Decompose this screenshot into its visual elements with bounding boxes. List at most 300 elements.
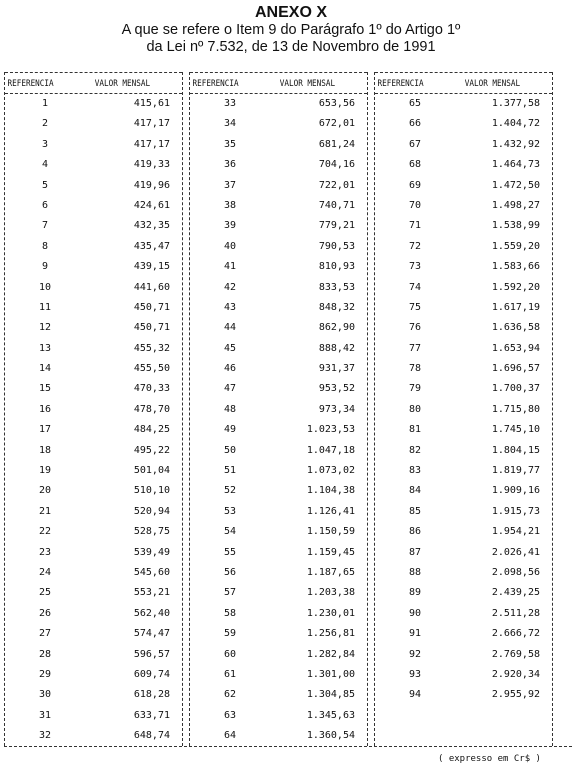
valor-mensal-cell: 1.700,37 bbox=[491, 383, 540, 395]
valor-mensal-cell: 574,47 bbox=[133, 628, 170, 640]
table-body bbox=[5, 94, 182, 747]
referencia-cell: 55 bbox=[223, 546, 237, 558]
valor-mensal-cell: 1.404,72 bbox=[491, 118, 540, 130]
valor-mensal-cell: 1.023,53 bbox=[306, 424, 355, 436]
valor-mensal-cell: 1.432,92 bbox=[491, 138, 540, 150]
valor-mensal-cell: 419,33 bbox=[133, 159, 170, 171]
table-row bbox=[190, 196, 367, 216]
table-row bbox=[375, 176, 552, 196]
valor-mensal-cell: 1.282,84 bbox=[306, 648, 355, 660]
valor-mensal-cell: 722,01 bbox=[318, 179, 355, 191]
referencia-cell: 39 bbox=[223, 220, 237, 232]
referencia-cell: 93 bbox=[408, 668, 422, 680]
referencia-cell: 56 bbox=[223, 566, 237, 578]
table-row bbox=[375, 237, 552, 257]
valor-mensal-cell: 1.745,10 bbox=[491, 424, 540, 436]
referencia-cell: 11 bbox=[38, 301, 52, 313]
valor-mensal-cell: 2.666,72 bbox=[491, 628, 540, 640]
referencia-cell: 47 bbox=[223, 383, 237, 395]
table-row bbox=[5, 441, 182, 461]
salary-table-3 bbox=[374, 72, 553, 746]
column-header-referencia: REFERENCIA bbox=[7, 79, 54, 89]
referencia-cell: 80 bbox=[408, 403, 422, 415]
table-row bbox=[375, 339, 552, 359]
table-row bbox=[375, 502, 552, 522]
valor-mensal-cell: 1.073,02 bbox=[306, 465, 355, 477]
referencia-cell: 33 bbox=[223, 98, 237, 109]
valor-mensal-cell: 470,33 bbox=[133, 383, 170, 395]
table-row bbox=[190, 420, 367, 440]
valor-mensal-cell: 1.538,99 bbox=[491, 220, 540, 232]
valor-mensal-cell: 1.472,50 bbox=[491, 179, 540, 191]
valor-mensal-cell: 848,32 bbox=[318, 301, 355, 313]
referencia-cell: 48 bbox=[223, 403, 237, 415]
table-row bbox=[375, 400, 552, 420]
valor-mensal-cell: 424,61 bbox=[133, 199, 170, 211]
table-row bbox=[190, 706, 367, 726]
referencia-cell: 15 bbox=[38, 383, 52, 395]
valor-mensal-cell: 779,21 bbox=[318, 220, 355, 232]
referencia-cell: 50 bbox=[223, 444, 237, 456]
valor-mensal-cell: 1.301,00 bbox=[306, 668, 355, 680]
table-row bbox=[5, 359, 182, 379]
table-row bbox=[375, 461, 552, 481]
valor-mensal-cell: 810,93 bbox=[318, 261, 355, 273]
table-row bbox=[190, 522, 367, 542]
referencia-cell: 89 bbox=[408, 587, 422, 599]
table-row bbox=[5, 94, 182, 114]
referencia-cell: 7 bbox=[41, 220, 49, 232]
referencia-cell: 68 bbox=[408, 159, 422, 171]
table-row bbox=[5, 461, 182, 481]
valor-mensal-cell: 790,53 bbox=[318, 240, 355, 252]
referencia-cell: 92 bbox=[408, 648, 422, 660]
referencia-cell: 49 bbox=[223, 424, 237, 436]
referencia-cell: 25 bbox=[38, 587, 52, 599]
valor-mensal-cell: 415,61 bbox=[133, 98, 170, 109]
valor-mensal-cell: 931,37 bbox=[318, 363, 355, 375]
table-row bbox=[5, 114, 182, 134]
table-row bbox=[190, 379, 367, 399]
valor-mensal-cell: 1.360,54 bbox=[306, 730, 355, 742]
referencia-cell: 12 bbox=[38, 322, 52, 334]
table-row bbox=[190, 604, 367, 624]
table-row bbox=[375, 685, 552, 705]
valor-mensal-cell: 1.617,19 bbox=[491, 301, 540, 313]
valor-mensal-cell: 528,75 bbox=[133, 526, 170, 538]
referencia-cell: 10 bbox=[38, 281, 52, 293]
referencia-cell: 76 bbox=[408, 322, 422, 334]
referencia-cell: 26 bbox=[38, 607, 52, 619]
valor-mensal-cell: 1.304,85 bbox=[306, 689, 355, 701]
table-row bbox=[190, 298, 367, 318]
table-row bbox=[375, 318, 552, 338]
header-line-2: da Lei nº 7.532, de 13 de Novembro de 1991 bbox=[146, 39, 436, 55]
referencia-cell: 27 bbox=[38, 628, 52, 640]
table-row bbox=[190, 685, 367, 705]
referencia-cell: 42 bbox=[223, 281, 237, 293]
referencia-cell: 87 bbox=[408, 546, 422, 558]
valor-mensal-cell: 1.954,21 bbox=[491, 526, 540, 538]
table-row bbox=[375, 379, 552, 399]
table-body bbox=[190, 94, 367, 747]
table-row bbox=[375, 645, 552, 665]
table-row bbox=[375, 94, 552, 114]
referencia-cell: 63 bbox=[223, 709, 237, 721]
table-header bbox=[190, 72, 367, 94]
table-row bbox=[5, 216, 182, 236]
valor-mensal-cell: 419,96 bbox=[133, 179, 170, 191]
valor-mensal-cell: 618,28 bbox=[133, 689, 170, 701]
valor-mensal-cell: 562,40 bbox=[133, 607, 170, 619]
column-header-referencia: REFERENCIA bbox=[192, 79, 239, 89]
referencia-cell: 41 bbox=[223, 261, 237, 273]
referencia-cell: 85 bbox=[408, 505, 422, 517]
table-row bbox=[190, 665, 367, 685]
referencia-cell: 37 bbox=[223, 179, 237, 191]
referencia-cell: 13 bbox=[38, 342, 52, 354]
valor-mensal-cell: 1.126,41 bbox=[306, 505, 355, 517]
table-row bbox=[375, 543, 552, 563]
table-row bbox=[190, 359, 367, 379]
referencia-cell: 34 bbox=[223, 118, 237, 130]
table-row bbox=[190, 461, 367, 481]
table-row bbox=[375, 420, 552, 440]
referencia-cell: 22 bbox=[38, 526, 52, 538]
table-row bbox=[5, 604, 182, 624]
valor-mensal-cell: 1.592,20 bbox=[491, 281, 540, 293]
valor-mensal-cell: 510,10 bbox=[133, 485, 170, 497]
valor-mensal-cell: 539,49 bbox=[133, 546, 170, 558]
referencia-cell: 2 bbox=[41, 118, 49, 130]
referencia-cell: 14 bbox=[38, 363, 52, 375]
table-row bbox=[375, 441, 552, 461]
table-row bbox=[5, 502, 182, 522]
table-row bbox=[190, 257, 367, 277]
valor-mensal-cell: 740,71 bbox=[318, 199, 355, 211]
referencia-cell: 60 bbox=[223, 648, 237, 660]
valor-mensal-cell: 1.187,65 bbox=[306, 566, 355, 578]
table-row bbox=[5, 706, 182, 726]
valor-mensal-cell: 2.511,28 bbox=[491, 607, 540, 619]
valor-mensal-cell: 450,71 bbox=[133, 322, 170, 334]
referencia-cell: 59 bbox=[223, 628, 237, 640]
table-row bbox=[375, 583, 552, 603]
referencia-cell: 62 bbox=[223, 689, 237, 701]
valor-mensal-cell: 648,74 bbox=[133, 730, 170, 742]
referencia-cell: 1 bbox=[41, 98, 49, 109]
table-row bbox=[190, 441, 367, 461]
referencia-cell: 74 bbox=[408, 281, 422, 293]
referencia-cell: 38 bbox=[223, 199, 237, 211]
table-row bbox=[5, 583, 182, 603]
table-row bbox=[5, 420, 182, 440]
table-row bbox=[375, 563, 552, 583]
table-row bbox=[5, 645, 182, 665]
valor-mensal-cell: 495,22 bbox=[133, 444, 170, 456]
referencia-cell: 88 bbox=[408, 566, 422, 578]
referencia-cell: 57 bbox=[223, 587, 237, 599]
table-row bbox=[375, 298, 552, 318]
table-row bbox=[190, 278, 367, 298]
table-row bbox=[5, 400, 182, 420]
salary-table-2 bbox=[189, 72, 368, 746]
table-row bbox=[5, 135, 182, 155]
valor-mensal-cell: 1.819,77 bbox=[491, 465, 540, 477]
table-row bbox=[5, 257, 182, 277]
table-row bbox=[190, 400, 367, 420]
valor-mensal-cell: 432,35 bbox=[133, 220, 170, 232]
referencia-cell: 52 bbox=[223, 485, 237, 497]
table-row bbox=[375, 196, 552, 216]
bottom-divider bbox=[4, 746, 572, 747]
valor-mensal-cell: 2.769,58 bbox=[491, 648, 540, 660]
valor-mensal-cell: 833,53 bbox=[318, 281, 355, 293]
table-row bbox=[5, 196, 182, 216]
table-row bbox=[375, 359, 552, 379]
valor-mensal-cell: 417,17 bbox=[133, 118, 170, 130]
annex-title: ANEXO X bbox=[254, 4, 327, 21]
referencia-cell: 4 bbox=[41, 159, 49, 171]
table-row bbox=[5, 543, 182, 563]
table-row bbox=[375, 624, 552, 644]
referencia-cell: 66 bbox=[408, 118, 422, 130]
table-header bbox=[375, 72, 552, 94]
valor-mensal-cell: 1.909,16 bbox=[491, 485, 540, 497]
referencia-cell: 90 bbox=[408, 607, 422, 619]
column-header-valor: VALOR MENSAL bbox=[279, 79, 336, 89]
valor-mensal-cell: 973,34 bbox=[318, 403, 355, 415]
valor-mensal-cell: 1.256,81 bbox=[306, 628, 355, 640]
referencia-cell: 78 bbox=[408, 363, 422, 375]
referencia-cell: 40 bbox=[223, 240, 237, 252]
table-row bbox=[375, 114, 552, 134]
referencia-cell: 44 bbox=[223, 322, 237, 334]
referencia-cell: 29 bbox=[38, 668, 52, 680]
referencia-cell: 17 bbox=[38, 424, 52, 436]
valor-mensal-cell: 653,56 bbox=[318, 98, 355, 109]
referencia-cell: 20 bbox=[38, 485, 52, 497]
table-row bbox=[375, 665, 552, 685]
referencia-cell: 72 bbox=[408, 240, 422, 252]
table-row bbox=[190, 645, 367, 665]
referencia-cell: 65 bbox=[408, 98, 422, 109]
valor-mensal-cell: 1.345,63 bbox=[306, 709, 355, 721]
valor-mensal-cell: 520,94 bbox=[133, 505, 170, 517]
table-row bbox=[5, 278, 182, 298]
referencia-cell: 16 bbox=[38, 403, 52, 415]
valor-mensal-cell: 435,47 bbox=[133, 240, 170, 252]
table-row bbox=[190, 94, 367, 114]
valor-mensal-cell: 484,25 bbox=[133, 424, 170, 436]
valor-mensal-cell: 1.636,58 bbox=[491, 322, 540, 334]
valor-mensal-cell: 2.920,34 bbox=[491, 668, 540, 680]
valor-mensal-cell: 1.583,66 bbox=[491, 261, 540, 273]
valor-mensal-cell: 2.026,41 bbox=[491, 546, 540, 558]
column-header-valor: VALOR MENSAL bbox=[94, 79, 151, 89]
referencia-cell: 19 bbox=[38, 465, 52, 477]
column-header-valor: VALOR MENSAL bbox=[464, 79, 521, 89]
referencia-cell: 61 bbox=[223, 668, 237, 680]
referencia-cell: 51 bbox=[223, 465, 237, 477]
referencia-cell: 32 bbox=[38, 730, 52, 742]
valor-mensal-cell: 596,57 bbox=[133, 648, 170, 660]
valor-mensal-cell: 2.098,56 bbox=[491, 566, 540, 578]
table-row bbox=[190, 726, 367, 746]
table-row bbox=[5, 176, 182, 196]
valor-mensal-cell: 2.439,25 bbox=[491, 587, 540, 599]
valor-mensal-cell: 672,01 bbox=[318, 118, 355, 130]
valor-mensal-cell: 478,70 bbox=[133, 403, 170, 415]
referencia-cell: 69 bbox=[408, 179, 422, 191]
table-row bbox=[5, 726, 182, 746]
table-row bbox=[5, 563, 182, 583]
table-row bbox=[5, 624, 182, 644]
referencia-cell: 81 bbox=[408, 424, 422, 436]
referencia-cell: 71 bbox=[408, 220, 422, 232]
table-row bbox=[375, 257, 552, 277]
referencia-cell: 54 bbox=[223, 526, 237, 538]
table-row bbox=[5, 298, 182, 318]
table-row bbox=[190, 583, 367, 603]
referencia-cell: 9 bbox=[41, 261, 49, 273]
document-header bbox=[0, 4, 582, 56]
table-header bbox=[5, 72, 182, 94]
valor-mensal-cell: 501,04 bbox=[133, 465, 170, 477]
valor-mensal-cell: 609,74 bbox=[133, 668, 170, 680]
valor-mensal-cell: 1.804,15 bbox=[491, 444, 540, 456]
referencia-cell: 67 bbox=[408, 138, 422, 150]
referencia-cell: 64 bbox=[223, 730, 237, 742]
referencia-cell: 94 bbox=[408, 689, 422, 701]
referencia-cell: 70 bbox=[408, 199, 422, 211]
referencia-cell: 73 bbox=[408, 261, 422, 273]
valor-mensal-cell: 1.230,01 bbox=[306, 607, 355, 619]
referencia-cell: 86 bbox=[408, 526, 422, 538]
table-row bbox=[5, 155, 182, 175]
table-row bbox=[375, 155, 552, 175]
valor-mensal-cell: 1.159,45 bbox=[306, 546, 355, 558]
table-row bbox=[375, 278, 552, 298]
valor-mensal-cell: 1.715,80 bbox=[491, 403, 540, 415]
table-row bbox=[375, 604, 552, 624]
referencia-cell: 84 bbox=[408, 485, 422, 497]
table-body bbox=[375, 94, 552, 706]
referencia-cell: 58 bbox=[223, 607, 237, 619]
table-row bbox=[190, 339, 367, 359]
valor-mensal-cell: 553,21 bbox=[133, 587, 170, 599]
header-line-1: A que se refere o Item 9 do Parágrafo 1º do Artigo 1º bbox=[121, 22, 461, 38]
table-row bbox=[375, 135, 552, 155]
table-row bbox=[190, 563, 367, 583]
table-row bbox=[190, 155, 367, 175]
table-row bbox=[190, 318, 367, 338]
referencia-cell: 82 bbox=[408, 444, 422, 456]
valor-mensal-cell: 417,17 bbox=[133, 138, 170, 150]
valor-mensal-cell: 1.047,18 bbox=[306, 444, 355, 456]
table-row bbox=[190, 481, 367, 501]
valor-mensal-cell: 1.104,38 bbox=[306, 485, 355, 497]
referencia-cell: 3 bbox=[41, 138, 49, 150]
table-row bbox=[190, 216, 367, 236]
table-row bbox=[5, 237, 182, 257]
table-row bbox=[5, 665, 182, 685]
valor-mensal-cell: 681,24 bbox=[318, 138, 355, 150]
referencia-cell: 53 bbox=[223, 505, 237, 517]
referencia-cell: 83 bbox=[408, 465, 422, 477]
table-row bbox=[190, 237, 367, 257]
table-row bbox=[190, 176, 367, 196]
referencia-cell: 5 bbox=[41, 179, 49, 191]
referencia-cell: 75 bbox=[408, 301, 422, 313]
valor-mensal-cell: 439,15 bbox=[133, 261, 170, 273]
valor-mensal-cell: 1.377,58 bbox=[491, 98, 540, 109]
referencia-cell: 36 bbox=[223, 159, 237, 171]
referencia-cell: 91 bbox=[408, 628, 422, 640]
referencia-cell: 21 bbox=[38, 505, 52, 517]
referencia-cell: 23 bbox=[38, 546, 52, 558]
table-row bbox=[5, 481, 182, 501]
referencia-cell: 31 bbox=[38, 709, 52, 721]
valor-mensal-cell: 1.203,38 bbox=[306, 587, 355, 599]
table-row bbox=[375, 216, 552, 236]
valor-mensal-cell: 704,16 bbox=[318, 159, 355, 171]
referencia-cell: 6 bbox=[41, 199, 49, 211]
valor-mensal-cell: 1.915,73 bbox=[491, 505, 540, 517]
valor-mensal-cell: 2.955,92 bbox=[491, 689, 540, 701]
referencia-cell: 30 bbox=[38, 689, 52, 701]
valor-mensal-cell: 441,60 bbox=[133, 281, 170, 293]
referencia-cell: 77 bbox=[408, 342, 422, 354]
table-row bbox=[375, 522, 552, 542]
table-row bbox=[5, 318, 182, 338]
valor-mensal-cell: 1.150,59 bbox=[306, 526, 355, 538]
valor-mensal-cell: 888,42 bbox=[318, 342, 355, 354]
valor-mensal-cell: 862,90 bbox=[318, 322, 355, 334]
table-row bbox=[5, 339, 182, 359]
valor-mensal-cell: 1.498,27 bbox=[491, 199, 540, 211]
valor-mensal-cell: 1.696,57 bbox=[491, 363, 540, 375]
valor-mensal-cell: 1.559,20 bbox=[491, 240, 540, 252]
referencia-cell: 18 bbox=[38, 444, 52, 456]
valor-mensal-cell: 455,50 bbox=[133, 363, 170, 375]
table-row bbox=[190, 114, 367, 134]
table-row bbox=[190, 135, 367, 155]
valor-mensal-cell: 953,52 bbox=[318, 383, 355, 395]
table-row bbox=[375, 481, 552, 501]
referencia-cell: 28 bbox=[38, 648, 52, 660]
valor-mensal-cell: 455,32 bbox=[133, 342, 170, 354]
salary-table-1 bbox=[4, 72, 183, 746]
table-row bbox=[190, 543, 367, 563]
referencia-cell: 35 bbox=[223, 138, 237, 150]
referencia-cell: 8 bbox=[41, 240, 49, 252]
valor-mensal-cell: 1.653,94 bbox=[491, 342, 540, 354]
table-row bbox=[5, 522, 182, 542]
valor-mensal-cell: 633,71 bbox=[133, 709, 170, 721]
table-row bbox=[5, 379, 182, 399]
referencia-cell: 46 bbox=[223, 363, 237, 375]
table-row bbox=[5, 685, 182, 705]
column-header-referencia: REFERENCIA bbox=[377, 79, 424, 89]
valor-mensal-cell: 545,60 bbox=[133, 566, 170, 578]
table-row bbox=[190, 624, 367, 644]
table-row bbox=[190, 502, 367, 522]
currency-note: ( expresso em Cr$ ) bbox=[438, 754, 541, 764]
valor-mensal-cell: 1.464,73 bbox=[491, 159, 540, 171]
referencia-cell: 79 bbox=[408, 383, 422, 395]
valor-mensal-cell: 450,71 bbox=[133, 301, 170, 313]
